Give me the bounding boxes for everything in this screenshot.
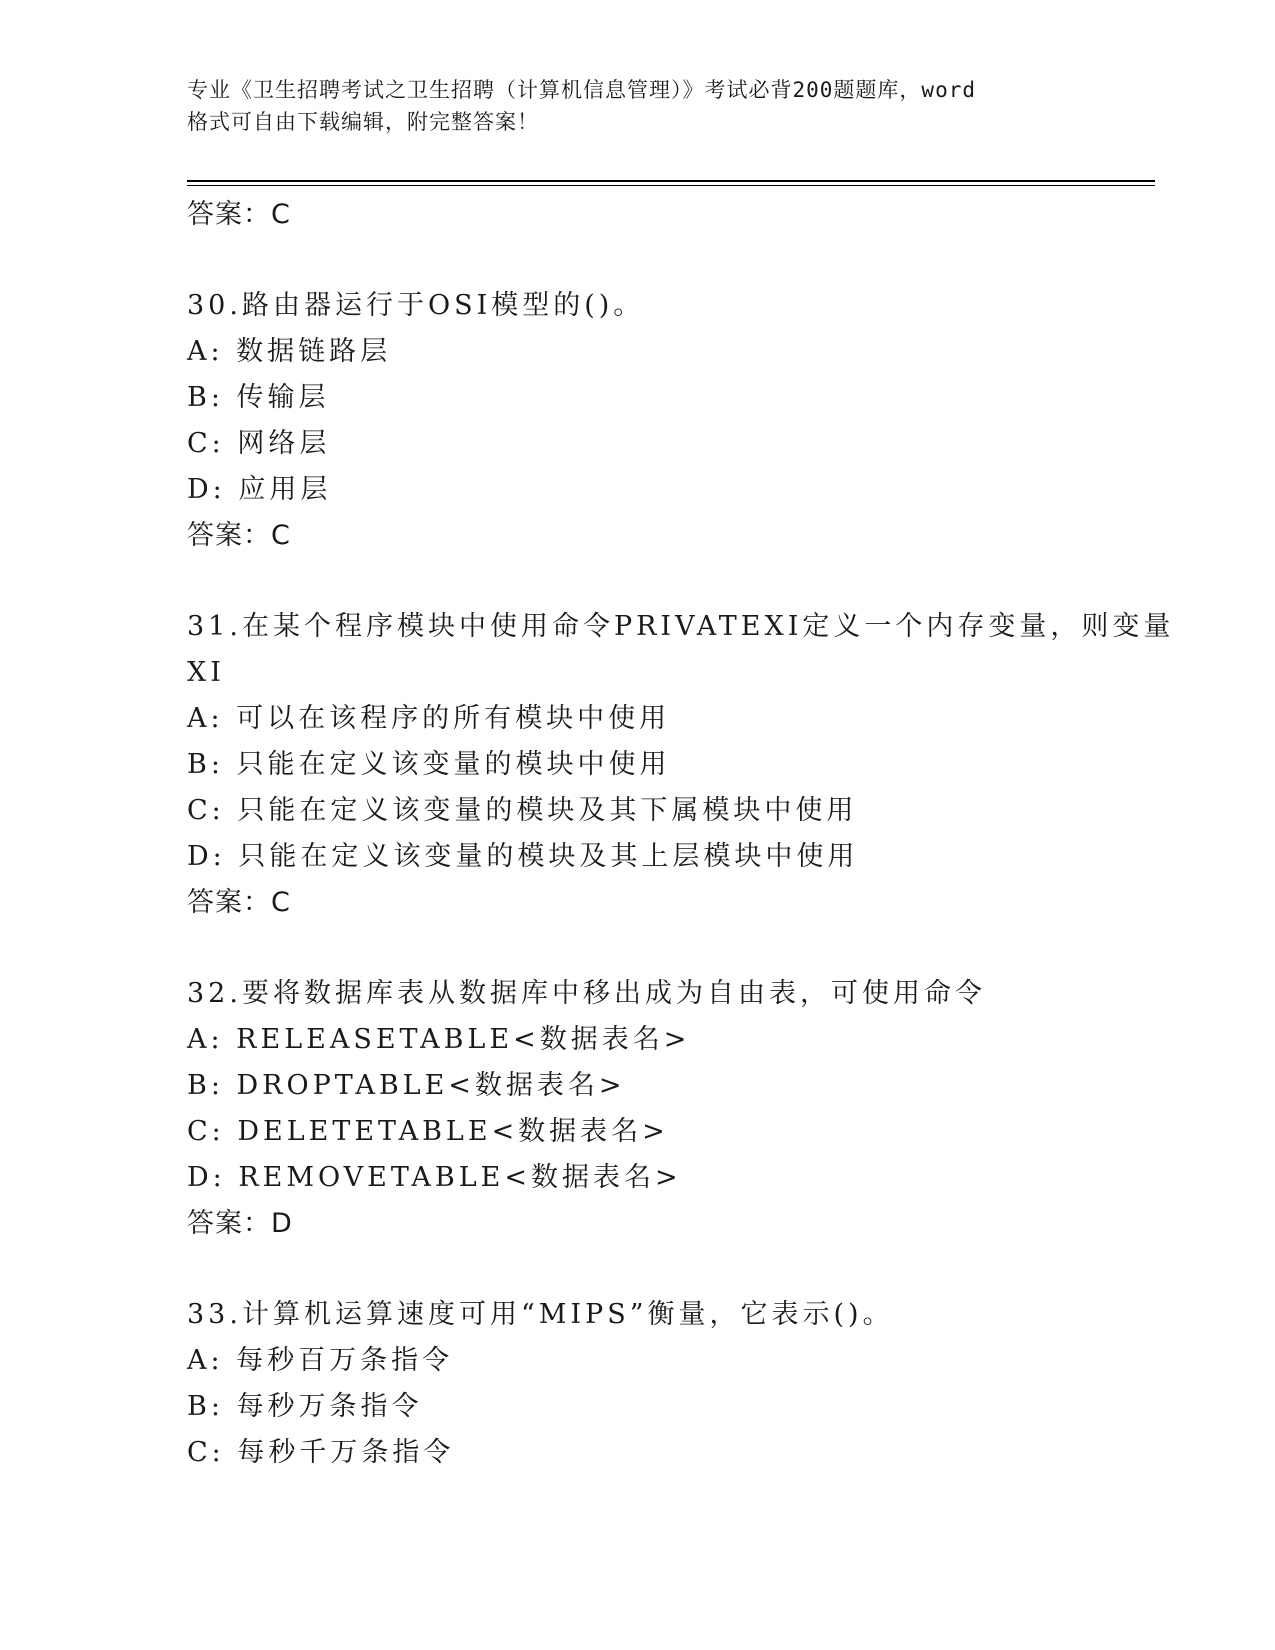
option-b: B: 每秒万条指令 [187, 1391, 423, 1422]
document-header [187, 74, 1087, 138]
option-c: C: DELETETABLE<数据表名> [187, 1116, 669, 1147]
question-stem: 32.要将数据库表从数据库中移出成为自由表，可使用命令 [187, 978, 986, 1009]
answer-line: 答案：C [187, 520, 291, 551]
option-a: A: 数据链路层 [187, 336, 392, 367]
option-d: D: 只能在定义该变量的模块及其上层模块中使用 [187, 841, 859, 872]
header-line-2: 格式可自由下载编辑，附完整答案！ [187, 110, 539, 134]
question-33 [187, 1292, 1087, 1476]
question-list [187, 192, 1175, 1476]
header-rule-bottom [187, 185, 1155, 186]
question-stem: 33.计算机运算速度可用“MIPS”衡量，它表示()。 [187, 1299, 894, 1330]
question-32 [187, 971, 1087, 1247]
answer-line: 答案：D [187, 1208, 293, 1239]
option-d: D: REMOVETABLE<数据表名> [187, 1162, 682, 1193]
question-stem-continued: XI [187, 657, 225, 688]
option-c: C: 网络层 [187, 428, 331, 459]
option-a: A: 可以在该程序的所有模块中使用 [187, 703, 671, 734]
option-a: A: RELEASETABLE<数据表名> [187, 1024, 691, 1055]
header-rule-top [187, 180, 1155, 182]
option-b: B: DROPTABLE<数据表名> [187, 1070, 626, 1101]
option-b: B: 只能在定义该变量的模块中使用 [187, 749, 671, 780]
option-c: C: 只能在定义该变量的模块及其下属模块中使用 [187, 795, 858, 826]
option-b: B: 传输层 [187, 382, 330, 413]
answer-line: 答案：C [187, 199, 291, 230]
question-30 [187, 283, 1087, 559]
answer-line: 答案：C [187, 887, 291, 918]
option-a: A: 每秒百万条指令 [187, 1345, 454, 1376]
question-31 [187, 604, 1175, 926]
question-stem: 30.路由器运行于OSI模型的()。 [187, 290, 645, 321]
option-d: D: 应用层 [187, 474, 332, 505]
question-stem: 31.在某个程序模块中使用命令PRIVATEXI定义一个内存变量，则变量 [187, 611, 1175, 642]
header-line-1: 专业《卫生招聘考试之卫生招聘（计算机信息管理）》考试必背200题题库，word [187, 78, 976, 102]
option-c: C: 每秒千万条指令 [187, 1437, 455, 1468]
